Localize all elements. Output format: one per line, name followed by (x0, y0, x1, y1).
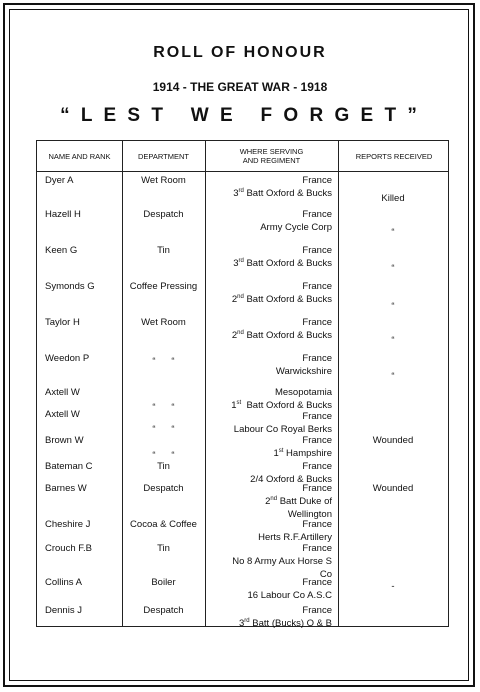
header-where-line2: AND REGIMENT (242, 156, 301, 165)
department-cell: Despatch (143, 605, 184, 616)
ordinal-suffix: nd (270, 495, 278, 502)
regiment-text: Batt Oxford & Bucks (243, 258, 332, 269)
roll-table (36, 140, 449, 627)
report-cell: “ (391, 335, 395, 346)
report-cell: “ (391, 371, 395, 382)
name-cell: Dennis J (45, 605, 82, 616)
name-cell: Axtell W (45, 409, 80, 420)
name-cell: Cheshire J (45, 519, 91, 530)
report-cell: - (391, 581, 395, 592)
header-where-serving (205, 141, 338, 171)
where-serving-cell: Wellington (287, 509, 332, 520)
department-cell: Tin (157, 245, 170, 256)
ordinal-suffix: nd (237, 293, 244, 300)
where-serving-cell: France (302, 281, 332, 292)
department-cell: “ “ (152, 450, 175, 461)
where-serving-cell: France (302, 175, 332, 186)
department-cell: Wet Room (141, 175, 186, 186)
ordinal-number: 2 (265, 496, 271, 507)
where-serving-cell: France (302, 483, 332, 494)
regiment-text: Batt Oxford & Bucks (241, 400, 332, 411)
name-cell: Bateman C (45, 461, 93, 472)
where-serving-cell: France (302, 245, 332, 256)
where-serving-cell: France (302, 543, 332, 554)
regiment-text: Batt Duke of (277, 496, 332, 507)
where-serving-cell (265, 496, 332, 508)
where-serving-cell: Co (319, 569, 332, 580)
report-cell: “ (391, 263, 395, 274)
department-cell: Tin (157, 461, 170, 472)
department-cell: “ “ (152, 424, 175, 435)
ordinal-number: 3 (233, 188, 239, 199)
where-serving-cell: Herts R.F.Artillery (258, 532, 332, 543)
where-serving-cell: Warwickshire (275, 366, 332, 377)
report-cell: “ (391, 301, 395, 312)
department-cell: “ “ (152, 402, 175, 413)
department-cell: “ “ (152, 356, 175, 367)
header-department: DEPARTMENT (138, 151, 189, 161)
ordinal-number: 2 (231, 294, 238, 305)
header-name: NAME AND RANK (48, 151, 111, 161)
report-cell: Killed (381, 193, 405, 204)
where-serving-cell: France (302, 577, 332, 588)
name-cell: Crouch F.B (45, 543, 92, 554)
where-serving-cell: No 8 Army Aux Horse S (232, 556, 332, 567)
where-serving-cell: France (302, 411, 332, 422)
where-serving-cell: France (302, 435, 332, 446)
header-where-line1: WHERE SERVING (239, 147, 304, 156)
column-divider (338, 141, 339, 626)
where-serving-cell (233, 188, 332, 200)
where-serving-cell (273, 448, 332, 460)
regiment-text: Batt Oxford & Bucks (243, 330, 332, 341)
name-cell: Dyer A (45, 175, 74, 186)
ordinal-suffix: st (236, 399, 242, 406)
department-cell: Despatch (143, 483, 184, 494)
ordinal-number: 1 (273, 448, 279, 459)
where-serving-cell (239, 618, 332, 630)
name-cell: Axtell W (45, 387, 80, 398)
where-serving-cell (232, 330, 332, 342)
where-serving-cell: Mesopotamia (274, 387, 332, 398)
regiment-text: Batt Oxford & Bucks (243, 294, 332, 305)
department-cell: Boiler (151, 577, 176, 588)
name-cell: Keen G (45, 245, 78, 256)
name-cell: Collins A (45, 577, 82, 588)
name-cell: Symonds G (45, 281, 95, 292)
report-cell: Wounded (372, 483, 414, 494)
where-serving-cell: France (302, 209, 332, 220)
regiment-text: Batt Oxford & Bucks (243, 188, 332, 199)
page-motto: “ L E S T W E F O R G E T ” (60, 105, 420, 126)
regiment-text: Hampshire (283, 448, 332, 459)
where-serving-cell: France (302, 461, 332, 472)
where-serving-cell: 16 Labour Co A.S.C (247, 590, 332, 601)
ordinal-number: 2 (231, 330, 238, 341)
where-serving-cell: France (302, 605, 332, 616)
department-cell: Cocoa & Coffee (130, 519, 197, 530)
where-serving-cell: France (302, 519, 332, 530)
name-cell: Barnes W (45, 483, 87, 494)
ordinal-number: 1 (231, 400, 237, 411)
ordinal-suffix: rd (238, 187, 244, 194)
where-serving-cell: France (302, 317, 332, 328)
ordinal-suffix: st (278, 447, 284, 454)
header-reports: REPORTS RECEIVED (355, 151, 433, 161)
report-cell: Wounded (372, 435, 414, 446)
where-serving-cell: Army Cycle Corp (260, 222, 332, 233)
ordinal-number: 3 (233, 258, 239, 269)
page-title: ROLL OF HONOUR (153, 44, 327, 61)
report-cell: “ (391, 227, 395, 238)
department-cell: Tin (157, 543, 170, 554)
name-cell: Brown W (45, 435, 84, 446)
where-serving-cell (233, 258, 332, 270)
ordinal-suffix: rd (238, 257, 244, 264)
ordinal-suffix: rd (244, 617, 250, 624)
name-cell: Taylor H (45, 317, 80, 328)
where-serving-cell (232, 294, 332, 306)
column-divider (205, 141, 206, 626)
department-cell: Coffee Pressing (129, 281, 198, 292)
name-cell: Weedon P (45, 353, 90, 364)
department-cell: Wet Room (141, 317, 186, 328)
header-divider (37, 171, 448, 172)
regiment-text: Batt (Bucks) O & B (249, 618, 332, 629)
where-serving-cell: Labour Co Royal Berks (233, 424, 332, 435)
where-serving-cell: 2/4 Oxford & Bucks (250, 474, 332, 485)
ordinal-number: 3 (239, 618, 245, 629)
department-cell: Despatch (143, 209, 184, 220)
name-cell: Hazell H (45, 209, 81, 220)
where-serving-cell: France (302, 353, 332, 364)
ordinal-suffix: nd (237, 329, 244, 336)
page-subtitle: 1914 - THE GREAT WAR - 1918 (152, 80, 328, 94)
